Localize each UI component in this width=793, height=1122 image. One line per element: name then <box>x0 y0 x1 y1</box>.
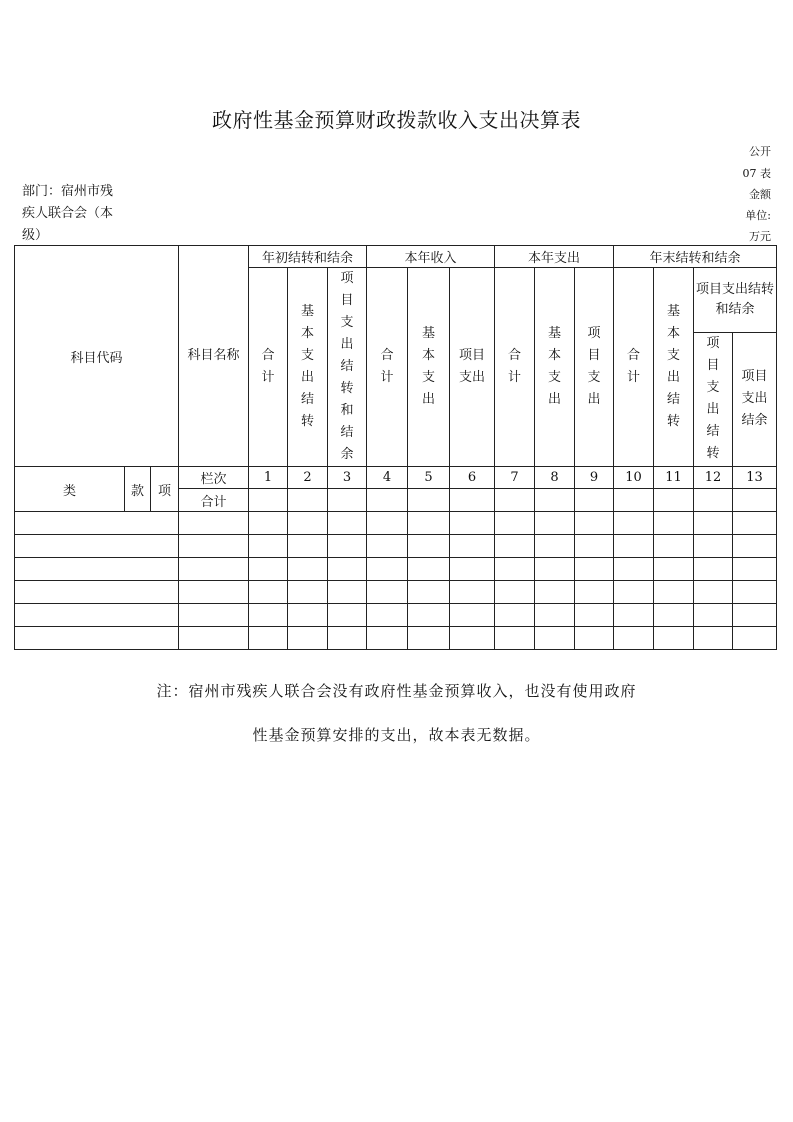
header-expense-basic <box>535 268 575 467</box>
table-cell <box>249 512 288 535</box>
table-row <box>15 627 777 650</box>
table-cell <box>288 512 328 535</box>
table-cell <box>249 535 288 558</box>
table-cell <box>694 627 733 650</box>
table-cell <box>495 581 535 604</box>
table-cell <box>654 512 694 535</box>
table-cell <box>495 604 535 627</box>
table-cell <box>179 558 249 581</box>
table-cell <box>694 512 733 535</box>
table-cell <box>367 535 408 558</box>
table-cell <box>179 627 249 650</box>
column-number: 9 <box>575 467 614 489</box>
column-number: 3 <box>328 467 367 489</box>
header-cell-text: 基本支出结转 <box>666 304 680 429</box>
table-cell <box>249 604 288 627</box>
table-row <box>15 512 777 535</box>
table-cell <box>408 512 450 535</box>
header-expense-sum <box>495 268 535 467</box>
table-cell <box>288 581 328 604</box>
form-number-line-1: 公开 <box>749 145 771 158</box>
budget-table <box>14 245 777 650</box>
column-number: 7 <box>495 467 535 489</box>
table-cell <box>614 512 654 535</box>
table-cell <box>328 627 367 650</box>
header-opening-sum <box>249 268 288 467</box>
table-cell <box>694 535 733 558</box>
table-cell <box>408 535 450 558</box>
column-number: 5 <box>408 467 450 489</box>
header-cell-text: 项目支出结余 <box>741 369 768 429</box>
table-cell <box>288 558 328 581</box>
table-cell <box>694 558 733 581</box>
table-cell <box>15 604 179 627</box>
table-row <box>15 535 777 558</box>
table-cell <box>15 535 179 558</box>
column-number: 8 <box>535 467 575 489</box>
table-cell <box>733 558 777 581</box>
table-cell <box>535 604 575 627</box>
table-cell <box>328 535 367 558</box>
table-cell <box>249 558 288 581</box>
table-cell <box>733 512 777 535</box>
header-income-basic <box>408 268 450 467</box>
department-line: 级） <box>22 228 49 243</box>
header-closing-balance: 年末结转和结余 <box>614 246 777 268</box>
table-cell <box>575 604 614 627</box>
table-cell <box>535 489 575 512</box>
table-cell <box>575 627 614 650</box>
table-cell <box>249 581 288 604</box>
table-cell <box>575 581 614 604</box>
header-cell-text: 项目支出 <box>587 326 601 407</box>
total-row-label: 合计 <box>179 489 249 512</box>
table-cell <box>495 535 535 558</box>
header-kuan: 款 <box>125 467 151 512</box>
table-cell <box>179 512 249 535</box>
unit-line-3: 万元 <box>749 230 771 243</box>
column-number: 1 <box>249 467 288 489</box>
table-cell <box>733 604 777 627</box>
table-row <box>15 604 777 627</box>
header-closing-project-carry <box>694 332 733 466</box>
table-cell <box>694 581 733 604</box>
header-closing-sum <box>614 268 654 467</box>
header-income-project <box>450 268 495 467</box>
table-cell <box>328 512 367 535</box>
table-cell <box>450 581 495 604</box>
table-cell <box>328 604 367 627</box>
table-cell <box>495 558 535 581</box>
table-cell <box>288 489 328 512</box>
table-cell <box>450 558 495 581</box>
header-opening-basic-carry <box>288 268 328 467</box>
table-cell <box>408 489 450 512</box>
header-subject-name-text: 科目名称 <box>187 348 240 363</box>
column-number: 2 <box>288 467 328 489</box>
table-cell <box>535 535 575 558</box>
table-cell <box>288 627 328 650</box>
header-opening-balance: 年初结转和结余 <box>249 246 367 268</box>
unit-line-2: 单位: <box>745 209 771 222</box>
table-cell <box>614 558 654 581</box>
column-number: 6 <box>450 467 495 489</box>
table-cell <box>328 581 367 604</box>
table-cell <box>614 489 654 512</box>
header-expense-project <box>575 268 614 467</box>
table-cell <box>694 604 733 627</box>
table-row <box>15 581 777 604</box>
table-cell <box>654 627 694 650</box>
header-xiang: 项 <box>151 467 179 512</box>
column-number: 13 <box>733 467 777 489</box>
header-lei: 类 <box>15 467 125 512</box>
table-cell <box>535 558 575 581</box>
table-cell <box>575 512 614 535</box>
header-cell-text: 项目支出 <box>458 348 485 385</box>
table-cell <box>367 581 408 604</box>
table-cell <box>367 604 408 627</box>
table-cell <box>15 512 179 535</box>
table-cell <box>328 489 367 512</box>
table-cell <box>450 535 495 558</box>
department-line: 部门：宿州市残 <box>22 184 114 199</box>
table-cell <box>495 489 535 512</box>
table-cell <box>328 558 367 581</box>
table-cell <box>179 581 249 604</box>
header-current-expense: 本年支出 <box>495 246 614 268</box>
page-title: 政府性基金预算财政拨款收入支出决算表 <box>212 108 581 132</box>
header-cell-text: 合计 <box>507 348 521 385</box>
table-cell <box>495 512 535 535</box>
note-line-2: 性基金预算安排的支出，故本表无数据。 <box>252 726 541 744</box>
table-cell <box>288 604 328 627</box>
column-number: 12 <box>694 467 733 489</box>
header-closing-project-balance <box>733 332 777 466</box>
table-cell <box>495 627 535 650</box>
table-cell <box>575 489 614 512</box>
table-cell <box>654 535 694 558</box>
table-cell <box>614 535 654 558</box>
table-cell <box>535 512 575 535</box>
table-cell <box>654 558 694 581</box>
table-cell <box>15 627 179 650</box>
table-cell <box>367 489 408 512</box>
table-cell <box>367 627 408 650</box>
table-cell <box>179 604 249 627</box>
table-cell <box>179 535 249 558</box>
header-current-income: 本年收入 <box>367 246 495 268</box>
header-cell-text: 合计 <box>261 348 275 385</box>
header-subject-name <box>179 246 249 467</box>
table-cell <box>733 535 777 558</box>
table-cell <box>733 627 777 650</box>
header-cell-text: 基本支出 <box>547 326 561 407</box>
table-cell <box>733 489 777 512</box>
table-cell <box>535 581 575 604</box>
form-number-line-2: 07 表 <box>742 167 771 180</box>
header-closing-basic-carry <box>654 268 694 467</box>
table-cell <box>654 604 694 627</box>
table-cell <box>408 558 450 581</box>
header-subject-code: 科目代码 <box>15 246 179 467</box>
header-cell-text: 合计 <box>380 348 394 385</box>
column-number: 10 <box>614 467 654 489</box>
header-cell-text: 合计 <box>626 348 640 385</box>
table-cell <box>614 581 654 604</box>
table-cell <box>249 627 288 650</box>
header-opening-project-carry <box>328 268 367 467</box>
header-cell-text: 项目支出结转 <box>706 336 720 462</box>
header-cell-text: 基本支出结转 <box>300 304 314 429</box>
header-cell-text: 项目支出结转和结余 <box>696 281 775 317</box>
table-cell <box>654 489 694 512</box>
table-cell <box>408 581 450 604</box>
table-cell <box>694 489 733 512</box>
unit-line-1: 金额 <box>749 188 771 201</box>
table-row <box>15 558 777 581</box>
header-column-index-label: 栏次 <box>179 467 249 489</box>
header-income-sum <box>367 268 408 467</box>
header-cell-text: 项目支出结转和结余 <box>340 271 354 462</box>
table-cell <box>614 604 654 627</box>
table-cell <box>408 627 450 650</box>
table-cell <box>450 604 495 627</box>
table-cell <box>367 558 408 581</box>
table-cell <box>535 627 575 650</box>
header-cell-text: 基本支出 <box>421 326 435 407</box>
table-cell <box>367 512 408 535</box>
header-closing-project-group <box>694 268 777 333</box>
table-cell <box>15 558 179 581</box>
column-number: 11 <box>654 467 694 489</box>
table-cell <box>450 627 495 650</box>
table-cell <box>654 581 694 604</box>
table-cell <box>249 489 288 512</box>
table-cell <box>15 581 179 604</box>
table-cell <box>733 581 777 604</box>
table-cell <box>408 604 450 627</box>
department-label <box>22 181 132 247</box>
table-cell <box>450 489 495 512</box>
column-number: 4 <box>367 467 408 489</box>
table-cell <box>575 535 614 558</box>
table-cell <box>575 558 614 581</box>
note-line-1: 注：宿州市残疾人联合会没有政府性基金预算收入，也没有使用政府 <box>156 682 637 700</box>
table-cell <box>614 627 654 650</box>
table-cell <box>288 535 328 558</box>
table-cell <box>450 512 495 535</box>
department-line: 疾人联合会（本 <box>22 206 114 221</box>
